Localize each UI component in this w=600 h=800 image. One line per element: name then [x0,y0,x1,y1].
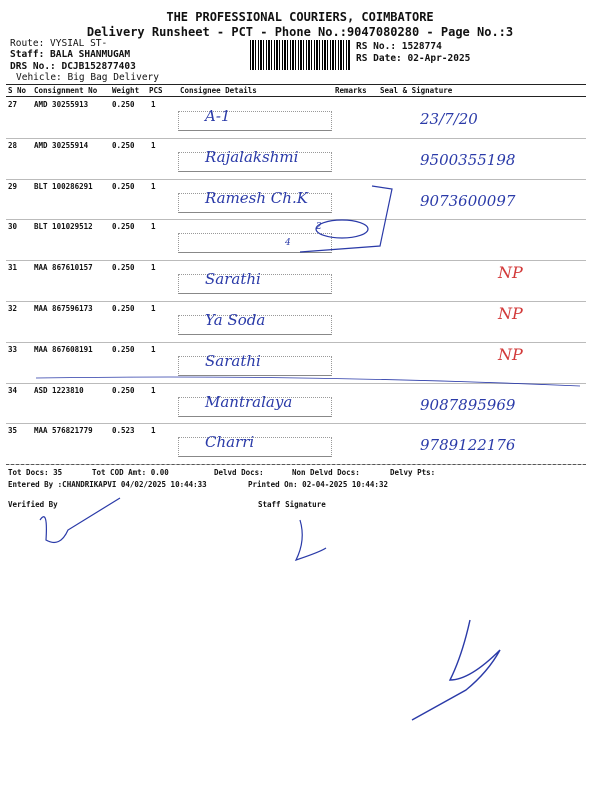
row-sno: 31 [8,263,18,273]
row-sno: 35 [8,426,18,436]
row-weight: 0.250 [112,222,135,232]
row-weight: 0.250 [112,140,135,150]
row-consignment-number: MAA 576821779 [34,426,93,436]
column-header-weight: Weight [112,86,140,95]
handwritten-consignee: Sarathi [205,351,261,370]
printed-on: Printed On: 02-04-2025 10:44:32 [248,480,388,489]
row-pcs: 1 [151,426,156,436]
row-consignment-number: MAA 867596173 [34,304,93,313]
vehicle-label: Vehicle: Big Bag Delivery [16,72,159,83]
row-consignment-number: BLT 100286291 [34,181,93,191]
handwritten-consignee: Ramesh Ch.K [205,188,308,207]
delivery-points: Delvy Pts: [390,468,436,477]
circled-note: 2 [316,222,322,232]
row-consignment-number: MAA 867610157 [34,263,93,273]
handwritten-seal-signature: 9500355198 [420,150,516,169]
handwritten-consignee: A-1 [205,107,231,125]
column-header-seal: Seal & Signature [380,86,453,95]
table-bottom-border [6,464,586,465]
row-pcs: 1 [151,385,156,395]
handwritten-consignee: Sarathi [205,270,261,289]
row-sno: 29 [8,181,18,191]
row-sno: 32 [8,304,18,313]
row-weight: 0.250 [112,385,135,395]
row-weight: 0.250 [112,304,135,313]
row-weight: 0.250 [112,181,135,191]
row-weight: 0.250 [112,100,135,109]
total-cod-amount: Tot COD Amt: 0.00 [92,468,169,477]
handwritten-seal-signature: 23/7/20 [420,110,478,128]
row-consignment-number: AMD 30255914 [34,140,89,150]
non-delivered-docs: Non Delvd Docs: [292,468,360,477]
delivered-docs: Delvd Docs: [214,468,264,477]
column-header-consignee: Consignee Details [180,86,257,95]
row-pcs: 1 [151,304,156,313]
handwritten-seal-signature: NP [498,344,523,364]
handwritten-seal-signature: 9087895969 [420,395,516,414]
row-consignment-number: BLT 101029512 [34,222,93,232]
verified-by-label: Verified By [8,500,58,509]
column-header-pcs: PCS [149,86,163,95]
row-sno: 28 [8,140,18,150]
row-consignment-number: AMD 30255913 [34,100,89,109]
row-sno: 30 [8,222,18,232]
note-mark: 4 [285,238,291,248]
handwritten-consignee: Rajalakshmi [205,147,299,166]
total-docs: Tot Docs: 35 [8,468,63,477]
column-header-sno: S No [8,86,27,95]
page-subtitle: Delivery Runsheet - PCT - Phone No.:9047080280 - Page No.:3 [86,25,514,39]
column-header-remarks: Remarks [335,86,367,95]
column-header-consignment: Consignment No [34,86,98,95]
handwritten-consignee: Ya Soda [205,311,266,329]
row-weight: 0.250 [112,344,135,354]
row-pcs: 1 [151,181,156,191]
row-weight: 0.250 [112,263,135,273]
rs-number: RS No.: 1528774 [356,41,442,52]
handwritten-seal-signature: NP [498,263,523,283]
row-consignment-number: ASD 1223810 [34,385,84,395]
row-sno: 33 [8,344,18,354]
staff-signature-label: Staff Signature [258,500,326,509]
route-label: Route: VYSIAL ST- [10,38,108,49]
handwritten-consignee: Charri [205,433,255,452]
row-sno: 34 [8,385,18,395]
handwritten-consignee: Mantralaya [205,392,293,411]
row-weight: 0.523 [112,426,135,436]
page-title: THE PROFESSIONAL COURIERS, COIMBATORE [166,10,434,24]
drs-number: DRS No.: DCJB152877403 [10,61,136,72]
row-pcs: 1 [151,140,156,150]
row-sno: 27 [8,100,18,109]
handwritten-seal-signature: 9073600097 [420,191,516,210]
entered-by: Entered By :CHANDRIKAPVI 04/02/2025 10:44:33 [8,480,207,489]
row-pcs: 1 [151,344,156,354]
row-consignment-number: MAA 867608191 [34,344,93,354]
row-pcs: 1 [151,100,156,109]
staff-label: Staff: BALA SHANMUGAM [10,49,131,60]
handwritten-seal-signature: NP [498,304,523,323]
handwritten-seal-signature: 9789122176 [420,436,516,455]
row-pcs: 1 [151,263,156,273]
rs-date: RS Date: 02-Apr-2025 [356,53,471,64]
row-pcs: 1 [151,222,156,232]
